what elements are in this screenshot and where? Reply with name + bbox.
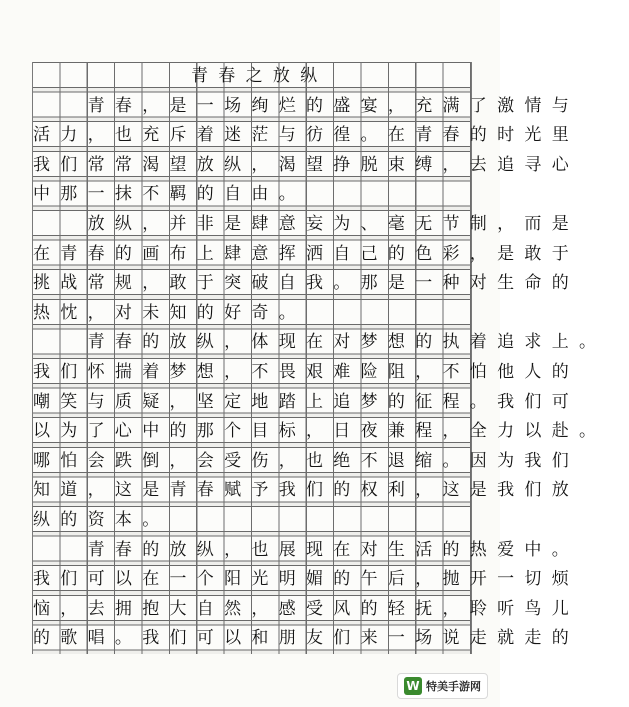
text-line-11: 嘲笑与质疑，坚定地踏上追梦的征程。我们可 [33,391,579,412]
text-line-17: 我们可以在一个阳光明媚的午后，抛开一切烦 [33,569,579,590]
text-line-9: 青春的放纵，体现在对梦想的执着追求上。 [33,332,607,353]
text-line-12: 以为了心中的那个目标，日夜兼程，全力以赴。 [33,421,607,442]
essay-title: 青春之放纵 [191,66,328,86]
text-line-14: 知道，这是青春赋予我们的权利，这是我们放 [33,480,579,501]
text-line-3: 我们常常渴望放纵，渴望挣脱束缚，去追寻心 [33,154,579,175]
text-line-13: 哪怕会跌倒，会受伤，也绝不退缩。因为我们 [33,450,579,471]
text-line-5: 放纵，并非是肆意妄为、毫无节制，而是 [33,214,579,234]
text-line-7: 挑战常规，敢于突破自我。那是一种对生命的 [33,273,579,294]
text-line-10: 我们怀揣着梦想，不畏艰难险阻，不怕他人的 [33,362,579,382]
text-line-19: 的歌唱。我们可以和朋友们来一场说走就走的 [33,628,579,649]
site-watermark [397,673,488,699]
text-line-15: 纵的资本。 [33,510,170,530]
text-line-4: 中那一抹不羁的自由。 [33,184,306,205]
text-line-18: 恼，去拥抱大自然，感受风的轻抚，聆听鸟儿 [33,598,579,619]
text-line-8: 热忱，对未知的好奇。 [33,302,306,323]
watermark-text: 特美手游网 [426,680,481,693]
text-line-1: 青春，是一场绚烂的盛宴，充满了激情与 [33,95,579,116]
watermark-logo-icon: W [404,677,422,695]
text-line-6: 在青春的画布上肆意挥洒自己的色彩，是敢于 [33,243,579,264]
manuscript-grid-paper [32,62,607,654]
text-line-16: 青春的放纵，也展现在对生活的热爱中。 [33,539,579,560]
text-line-2: 活力，也充斥着迷茫与彷徨。在青春的时光里 [33,125,579,146]
